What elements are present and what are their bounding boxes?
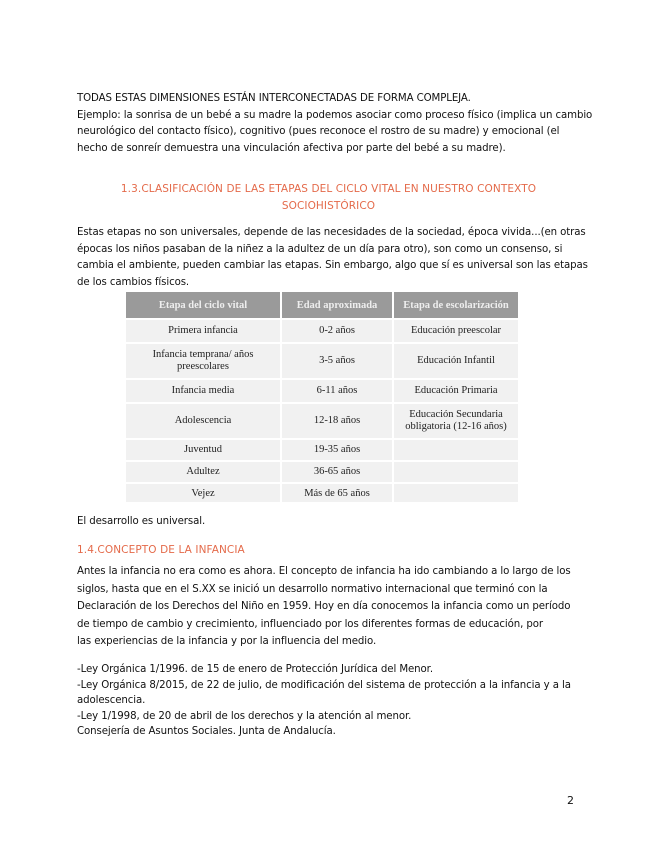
table-header-cell: Edad aproximada [282,292,392,318]
table-header-cell: Etapa del ciclo vital [126,292,280,318]
paragraph-line: Antes la infancia no era como es ahora. El concepto de infancia ha ido cambiando a lo largo de los [77,566,571,577]
table-cell: Educación Secundaria obligatoria (12-16 años) [394,404,518,438]
life-cycle-table [124,290,520,502]
paragraph-line: las experiencias de la infancia y por la influencia del medio. [77,636,377,648]
intro-paragraph [77,91,593,157]
section-13-title-line: 1.3.CLASIFICACIÓN DE LAS ETAPAS DEL CICLO VITAL EN NUESTRO CONTEXTO [120,183,537,195]
law-item: Consejería de Asuntos Sociales. Junta de Andalucía. [77,726,336,737]
table-cell [394,462,518,482]
intro-line: Ejemplo: la sonrisa de un bebé a su madre la podemos asociar como proceso físico (implica un cambio [77,109,593,121]
paragraph-line: épocas los niños pasaban de la niñez a la adultez de un día para otro), son como un consenso, si [77,243,563,255]
table-cell: Infancia temprana/ años preescolares [126,344,280,378]
table-cell: Vejez [126,484,280,502]
table-row [126,484,518,502]
table-cell: Adolescencia [126,404,280,438]
table-header-cell: Etapa de escolarización [394,292,518,318]
table-cell [394,484,518,502]
paragraph-line: de tiempo de cambio y crecimiento, influenciado por los diferentes formas de educación, por [77,618,543,630]
table-cell: 0-2 años [282,320,392,342]
table-cell: Adultez [126,462,280,482]
paragraph-line: Estas etapas no son universales, depende de las necesidades de la sociedad, época vivida...(en otras [77,227,586,238]
law-item: -Ley Orgánica 1/1996. de 15 de enero de Protección Jurídica del Menor. [77,664,433,675]
table-cell: 6-11 años [282,380,392,402]
table-row [126,462,518,482]
table-row [126,404,518,438]
intro-line: TODAS ESTAS DIMENSIONES ESTÁN INTERCONECTADAS DE FORMA COMPLEJA. [77,93,471,104]
table-cell: Educación Primaria [394,380,518,402]
table-cell: 36-65 años [282,462,392,482]
section-13-title-line: SOCIOHISTÓRICO [281,200,376,212]
table-cell: Educación preescolar [394,320,518,342]
table-row [126,320,518,342]
law-item: -Ley 1/1998, de 20 de abril de los derechos y la atención al menor. [77,710,412,722]
intro-line: neurológico del contacto físico), cognitivo (pues reconoce el rostro de su madre) y emocional (el [77,126,560,137]
paragraph-line: El desarrollo es universal. [77,516,206,527]
table-row [126,440,518,460]
table-row [126,344,518,378]
table-header-row [126,292,518,318]
table-cell: Juventud [126,440,280,460]
table-cell: 3-5 años [282,344,392,378]
paragraph-line: de los cambios físicos. [77,276,190,288]
paragraph-line: siglos, hasta que en el S.XX se inició un desarrollo normativo internacional que terminó con la [77,583,548,595]
section-13-paragraph [77,225,588,291]
table-cell: Más de 65 años [282,484,392,502]
paragraph-line: cambia el ambiente, pueden cambiar las etapas. Sin embargo, algo que sí es universal son las etapas [77,260,588,271]
section-14-paragraph [77,563,580,651]
section-13-heading [77,181,580,215]
table-cell: 19-35 años [282,440,392,460]
page-number: 2 [567,794,574,807]
desarrollo-paragraph [77,514,580,531]
table-cell: Educación Infantil [394,344,518,378]
intro-line: hecho de sonreír demuestra una vinculación afectiva por parte del bebé a su madre). [77,142,506,154]
table-cell: Infancia media [126,380,280,402]
paragraph-line: Declaración de los Derechos del Niño en 1959. Hoy en día conocemos la infancia como un período [77,601,571,613]
law-item: -Ley Orgánica 8/2015, de 22 de julio, de modificación del sistema de protección a la infancia y a la [77,679,571,691]
section-14-heading: 1.4.CONCEPTO DE LA INFANCIA [77,544,245,556]
law-item-continuation: adolescencia. [77,695,146,706]
life-cycle-table-image [124,290,523,502]
table-cell: 12-18 años [282,404,392,438]
table-row [126,380,518,402]
laws-list [77,662,580,740]
table-cell: Primera infancia [126,320,280,342]
table-cell [394,440,518,460]
